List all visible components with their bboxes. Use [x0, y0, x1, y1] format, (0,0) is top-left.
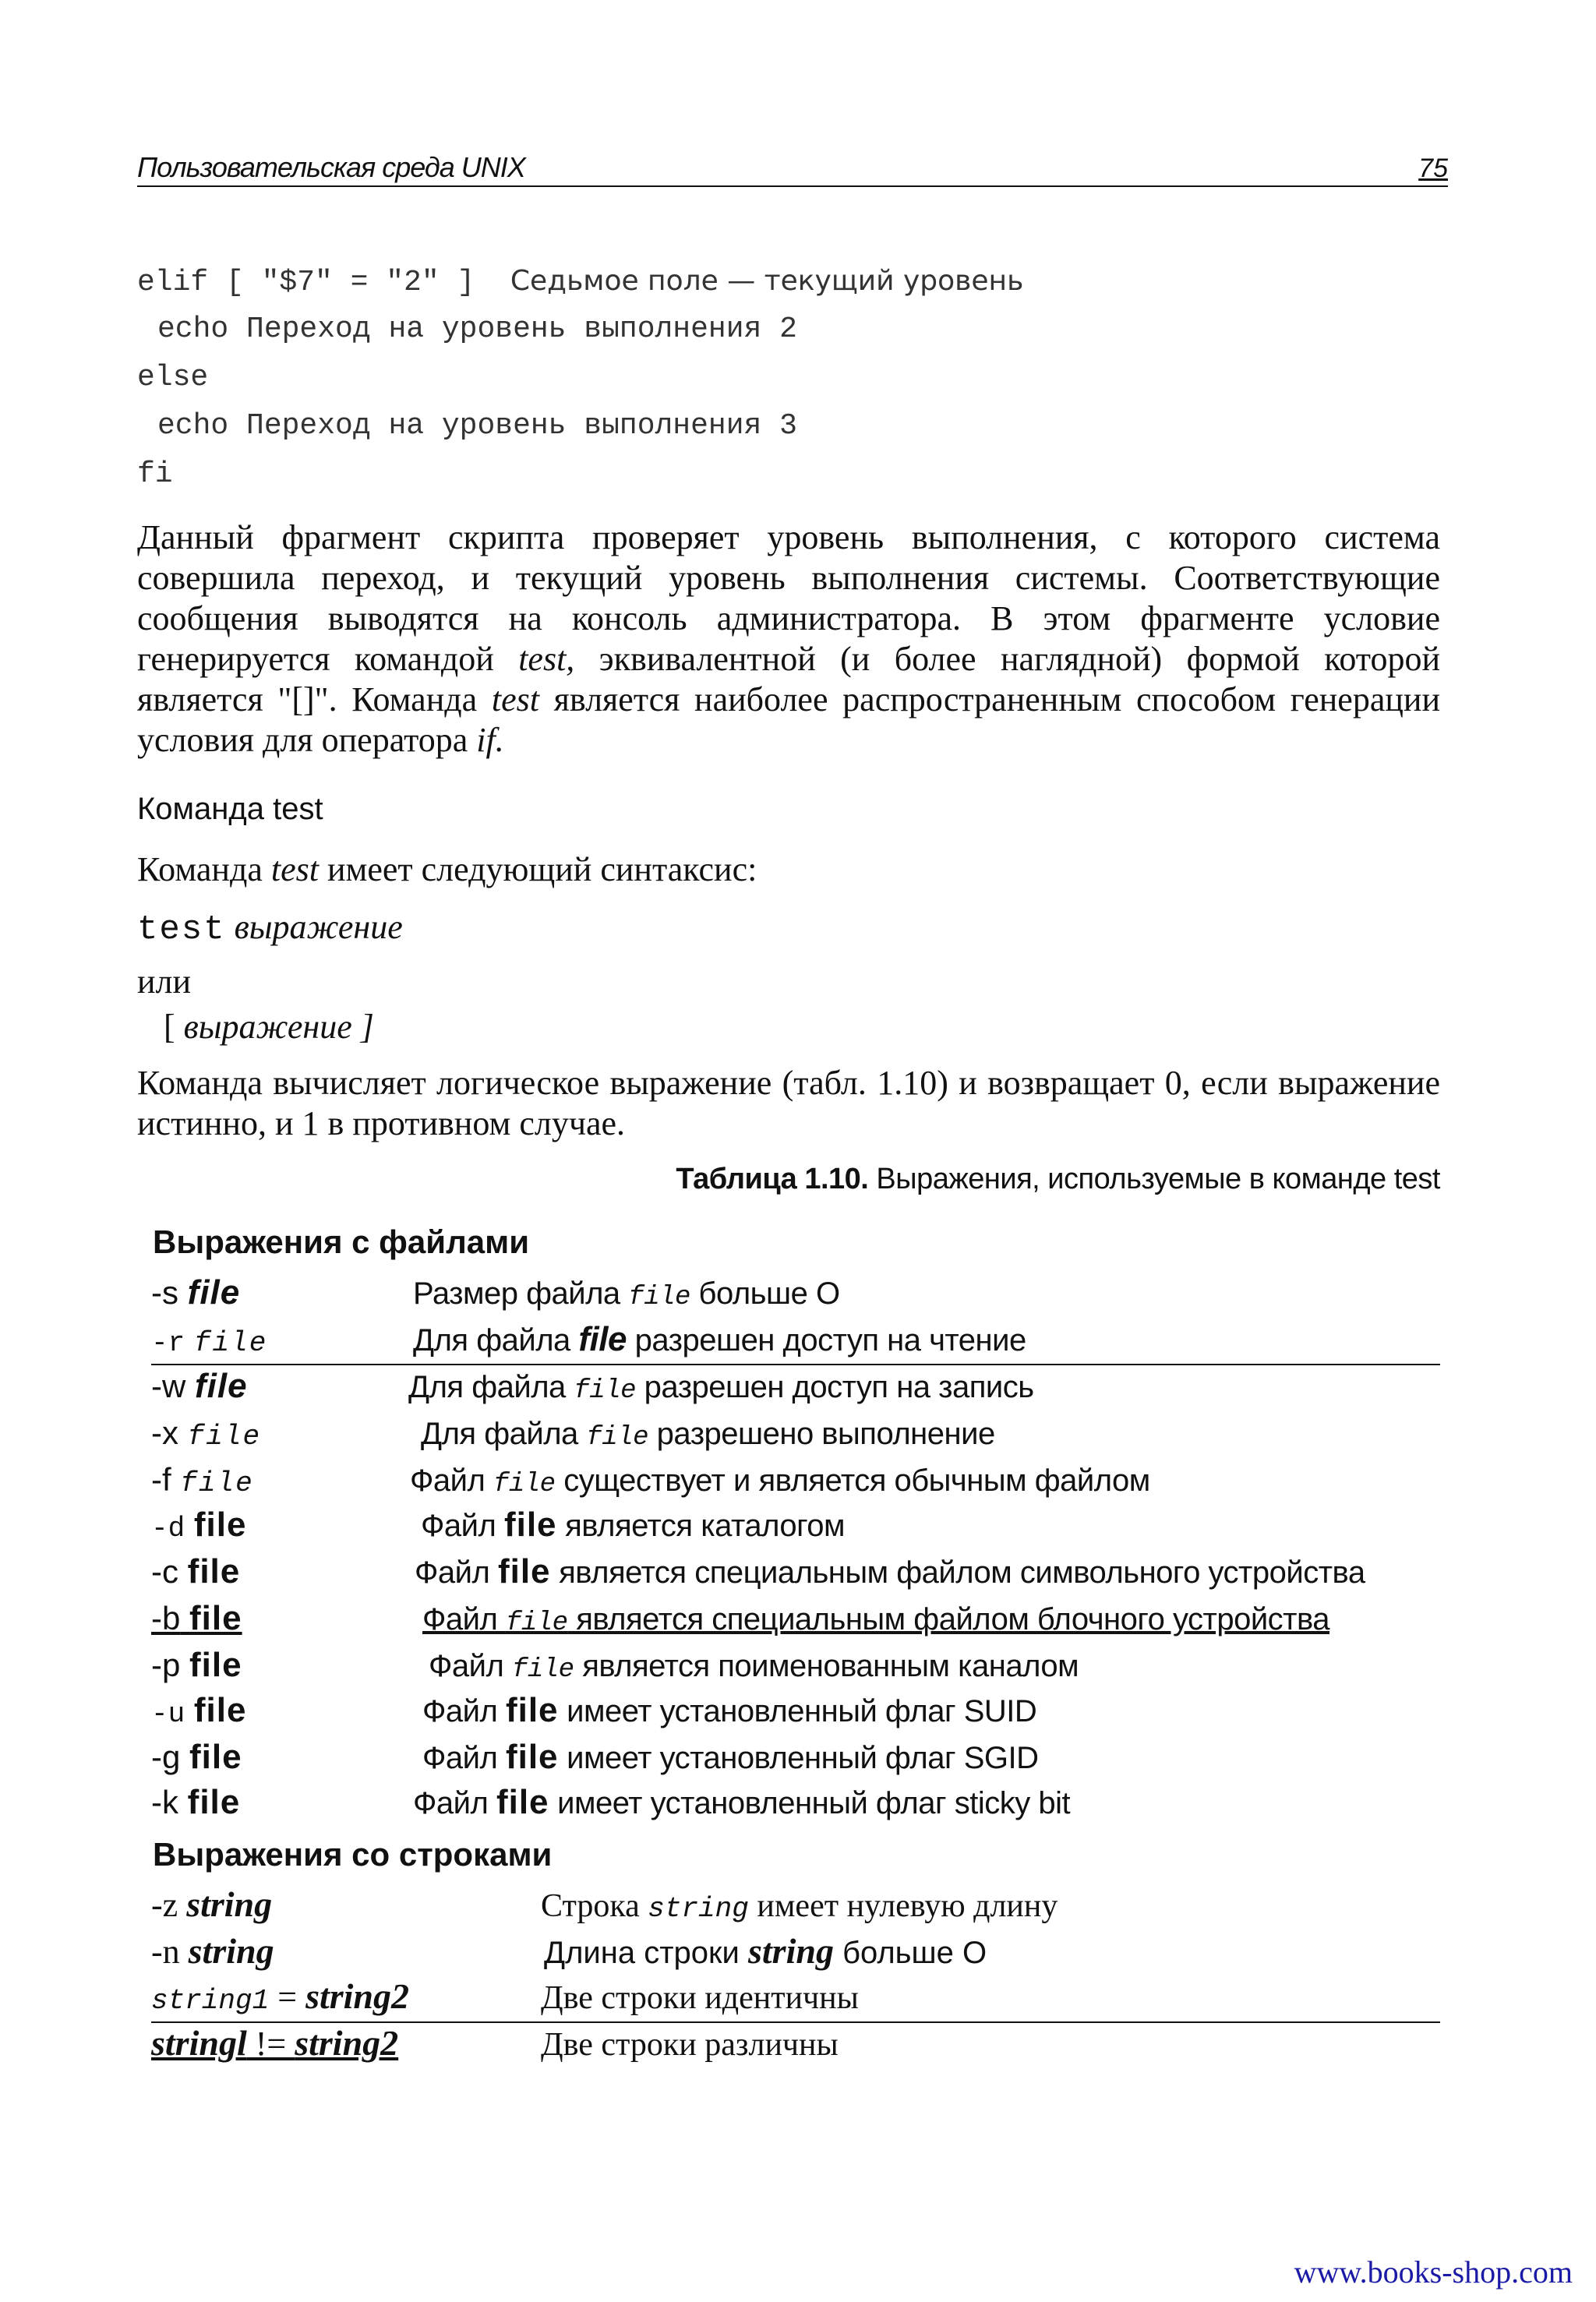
- option-flag: -x: [151, 1414, 178, 1451]
- option-cell: [151, 1599, 242, 1638]
- desc-text: Длина строки: [544, 1936, 748, 1970]
- code-line-3: else: [137, 361, 209, 394]
- desc-text: Файл: [422, 1741, 506, 1775]
- description-cell: [421, 1506, 845, 1545]
- syntax-intro-a: Команда: [137, 850, 271, 888]
- option-arg: string: [186, 1884, 273, 1924]
- desc-text: является каталогом: [556, 1509, 846, 1543]
- desc-text: Файл: [422, 1602, 506, 1636]
- option-arg: string2: [295, 2023, 399, 2063]
- desc-text: Файл: [422, 1694, 506, 1728]
- option-flag: -g: [151, 1739, 181, 1775]
- option-cell: [151, 1414, 261, 1453]
- option-cell: [151, 1884, 272, 1925]
- option-flag: -p: [151, 1647, 181, 1683]
- para-italic-test: test: [491, 680, 539, 718]
- description-cell: [422, 1602, 1329, 1638]
- table-caption-text: Выражения, используемые в команде test: [868, 1163, 1440, 1195]
- table-row: [151, 1319, 1440, 1365]
- desc-text: Файл: [410, 1463, 493, 1498]
- option-cell: [151, 1738, 242, 1777]
- table-row: [151, 2023, 1440, 2068]
- desc-text: больше О: [833, 1936, 987, 1970]
- description-cell: [413, 1276, 840, 1312]
- desc-text: больше О: [690, 1276, 840, 1311]
- table-caption: [676, 1163, 1440, 1196]
- para-text: эквивалентной (и более наглядной) формой которой является "[]". Команда: [137, 640, 1440, 718]
- option-flag: -s: [151, 1274, 178, 1311]
- code-line-4: echo Переход на уровень выполнения 3: [157, 409, 797, 443]
- para-italic-if: if.: [476, 721, 504, 759]
- syntax-intro-test: test: [270, 850, 319, 888]
- syntax-form-2: [164, 1007, 374, 1047]
- option-cell: [151, 1506, 246, 1545]
- table-row: [151, 1689, 1440, 1735]
- desc-arg: file: [505, 1738, 559, 1776]
- desc-text: имеет установленный флаг sticky bit: [549, 1786, 1071, 1820]
- option-arg: file: [187, 1552, 241, 1591]
- desc-arg: file: [511, 1655, 574, 1685]
- para-text: Данный фрагмент скрипта проверяет уровень выполнения, с которого система совершила переход, и текущий уровень выполнения системы. Соответствующие сообщения выводятся на консоль администратора. В этом фрагменте условие генерируется командой: [137, 518, 1440, 678]
- desc-arg: string: [748, 1931, 834, 1971]
- option-cell: [151, 1783, 240, 1822]
- table-row: [151, 1884, 1440, 1930]
- option-cell: [151, 1975, 409, 2017]
- desc-text: Для файла: [421, 1417, 587, 1451]
- option-arg: file: [193, 1691, 247, 1729]
- desc-text: Строка: [541, 1888, 648, 1924]
- table-row: [151, 1365, 1440, 1411]
- desc-arg: file: [586, 1423, 649, 1453]
- code-line-1: [137, 257, 1023, 305]
- desc-text: Файл: [413, 1786, 496, 1820]
- option-flag: -c: [151, 1553, 178, 1590]
- code-text: elif [ "$7" = "2" ]: [137, 266, 475, 299]
- description-cell: Две строки идентичны: [541, 1980, 859, 2016]
- desc-arg: file: [574, 1376, 637, 1406]
- running-header: [137, 148, 1448, 187]
- paragraph-command-result: Команда вычисляет логическое выражение (табл. 1.10) и возвращает 0, если выражение истинно, и 1 в противном случае.: [137, 1064, 1440, 1142]
- option-arg: file: [193, 1506, 247, 1544]
- description-cell: [429, 1649, 1079, 1685]
- table-row: [151, 1459, 1440, 1504]
- option-cell: [151, 1367, 248, 1406]
- option-arg: string2: [305, 1976, 410, 2016]
- table-row: [151, 1976, 1440, 2023]
- description-cell: [410, 1463, 1150, 1499]
- file-section-heading: Выражения с файлами: [153, 1223, 530, 1260]
- string-section-heading: Выражения со строками: [153, 1836, 553, 1873]
- paragraph-script-explanation: [137, 517, 1440, 761]
- desc-text: Размер файла: [413, 1276, 629, 1311]
- code-comment: Седьмое поле — текущий уровень: [510, 265, 1024, 297]
- option-cell: [151, 2022, 398, 2064]
- desc-arg: string: [648, 1893, 749, 1925]
- desc-text: существует и является обычным файлом: [555, 1463, 1150, 1498]
- option-operator: =: [269, 1978, 306, 2016]
- desc-arg: file: [503, 1506, 557, 1544]
- option-cell: [151, 1646, 242, 1685]
- desc-text: является специальным файлом символьного устройства: [550, 1555, 1365, 1590]
- description-cell: [422, 1738, 1039, 1777]
- description-cell: [415, 1552, 1365, 1591]
- option-flag: -u: [151, 1698, 185, 1730]
- table-row: [151, 1644, 1440, 1689]
- description-cell: [422, 1691, 1036, 1730]
- header-title: Пользовательская среда UNIX: [137, 151, 525, 183]
- desc-arg: file: [493, 1470, 556, 1499]
- option-flag: -f: [151, 1461, 171, 1498]
- desc-text: имеет установленный флаг SUID: [558, 1694, 1037, 1728]
- desc-arg: file: [505, 1608, 568, 1638]
- option-cell: [151, 1273, 240, 1312]
- desc-text: имеет установленный флаг SGID: [558, 1741, 1039, 1775]
- desc-text: Файл: [421, 1509, 504, 1543]
- syntax-form2-open: [: [164, 1008, 175, 1046]
- option-arg: file: [189, 1599, 242, 1637]
- desc-text: является специальным файлом блочного устройства: [567, 1602, 1330, 1636]
- option-arg: file: [180, 1467, 254, 1499]
- para-text: является наиболее распространенным способом генерации условия для оператора: [137, 680, 1440, 759]
- desc-arg: file: [497, 1552, 551, 1591]
- desc-arg: file: [505, 1691, 559, 1729]
- option-flag: string1: [151, 1985, 270, 2017]
- option-arg: file: [195, 1367, 248, 1405]
- option-flag: -r: [151, 1327, 185, 1359]
- table-row: [151, 1504, 1440, 1549]
- description-cell: [421, 1417, 995, 1453]
- option-cell: [151, 1552, 240, 1591]
- option-flag: -b: [151, 1600, 181, 1636]
- option-arg: file: [187, 1421, 262, 1453]
- desc-text: разрешен доступ на запись: [636, 1370, 1034, 1404]
- desc-text: Файл: [415, 1555, 498, 1590]
- description-cell: [544, 1930, 987, 1972]
- description-cell: [408, 1370, 1034, 1406]
- desc-text: имеет нулевую длину: [748, 1888, 1058, 1924]
- code-block: [137, 257, 1023, 499]
- table-row: [151, 1598, 1440, 1643]
- desc-text: разрешено выполнение: [648, 1417, 995, 1451]
- table-row: [151, 1781, 1440, 1827]
- syntax-form2-expr: выражение: [183, 1008, 352, 1046]
- desc-text: Файл: [429, 1649, 512, 1683]
- option-cell: [151, 1461, 254, 1499]
- syntax-form-1: [137, 907, 403, 949]
- description-cell: [413, 1320, 1026, 1359]
- desc-text: является поименованным каналом: [574, 1649, 1079, 1683]
- desc-arg: file: [496, 1783, 549, 1821]
- page-number: 75: [1418, 154, 1448, 183]
- option-flag: -z: [151, 1886, 178, 1924]
- option-flag: stringl: [151, 2023, 247, 2063]
- option-arg: string: [188, 1931, 274, 1971]
- code-line-2: echo Переход на уровень выполнения 2: [157, 312, 797, 346]
- option-cell: [151, 1321, 267, 1359]
- syntax-form2-close: ]: [360, 1008, 374, 1046]
- table-row: [151, 1931, 1440, 1976]
- table-caption-label: Таблица 1.10.: [676, 1163, 869, 1195]
- option-flag: -n: [151, 1933, 180, 1971]
- table-row: [151, 1272, 1440, 1317]
- footer-website-link[interactable]: www.books-shop.com: [1294, 2254, 1573, 2290]
- syntax-intro: [137, 849, 757, 889]
- syntax-form1-cmd: test: [137, 910, 226, 949]
- para-italic-test: test,: [518, 640, 575, 678]
- section-subheading: Команда test: [137, 792, 323, 826]
- table-row: [151, 1736, 1440, 1781]
- desc-text: Для файла: [413, 1323, 579, 1358]
- description-cell: [413, 1783, 1070, 1822]
- option-arg: file: [189, 1646, 242, 1684]
- desc-arg: file: [578, 1320, 627, 1358]
- option-cell: [151, 1691, 246, 1730]
- desc-arg: file: [628, 1283, 690, 1312]
- option-arg: file: [189, 1738, 242, 1776]
- description-cell: [541, 1887, 1058, 1925]
- syntax-intro-b: имеет следующий синтаксис:: [318, 850, 757, 888]
- option-arg: file: [193, 1327, 268, 1359]
- table-row: [151, 1412, 1440, 1457]
- table-row: [151, 1551, 1440, 1596]
- option-flag: -d: [151, 1513, 185, 1545]
- option-operator: !=: [246, 2025, 295, 2063]
- syntax-or: или: [137, 962, 192, 1001]
- option-flag: -k: [151, 1784, 178, 1820]
- option-flag: -w: [151, 1368, 186, 1404]
- syntax-form1-expr: выражение: [234, 908, 403, 946]
- option-arg: file: [187, 1273, 241, 1312]
- description-cell: Две строки различны: [541, 2027, 839, 2063]
- option-arg: file: [187, 1783, 241, 1821]
- desc-text: Для файла: [408, 1370, 574, 1404]
- option-cell: [151, 1930, 274, 1972]
- code-line-5: fi: [137, 457, 173, 491]
- desc-text: разрешен доступ на чтение: [626, 1323, 1026, 1358]
